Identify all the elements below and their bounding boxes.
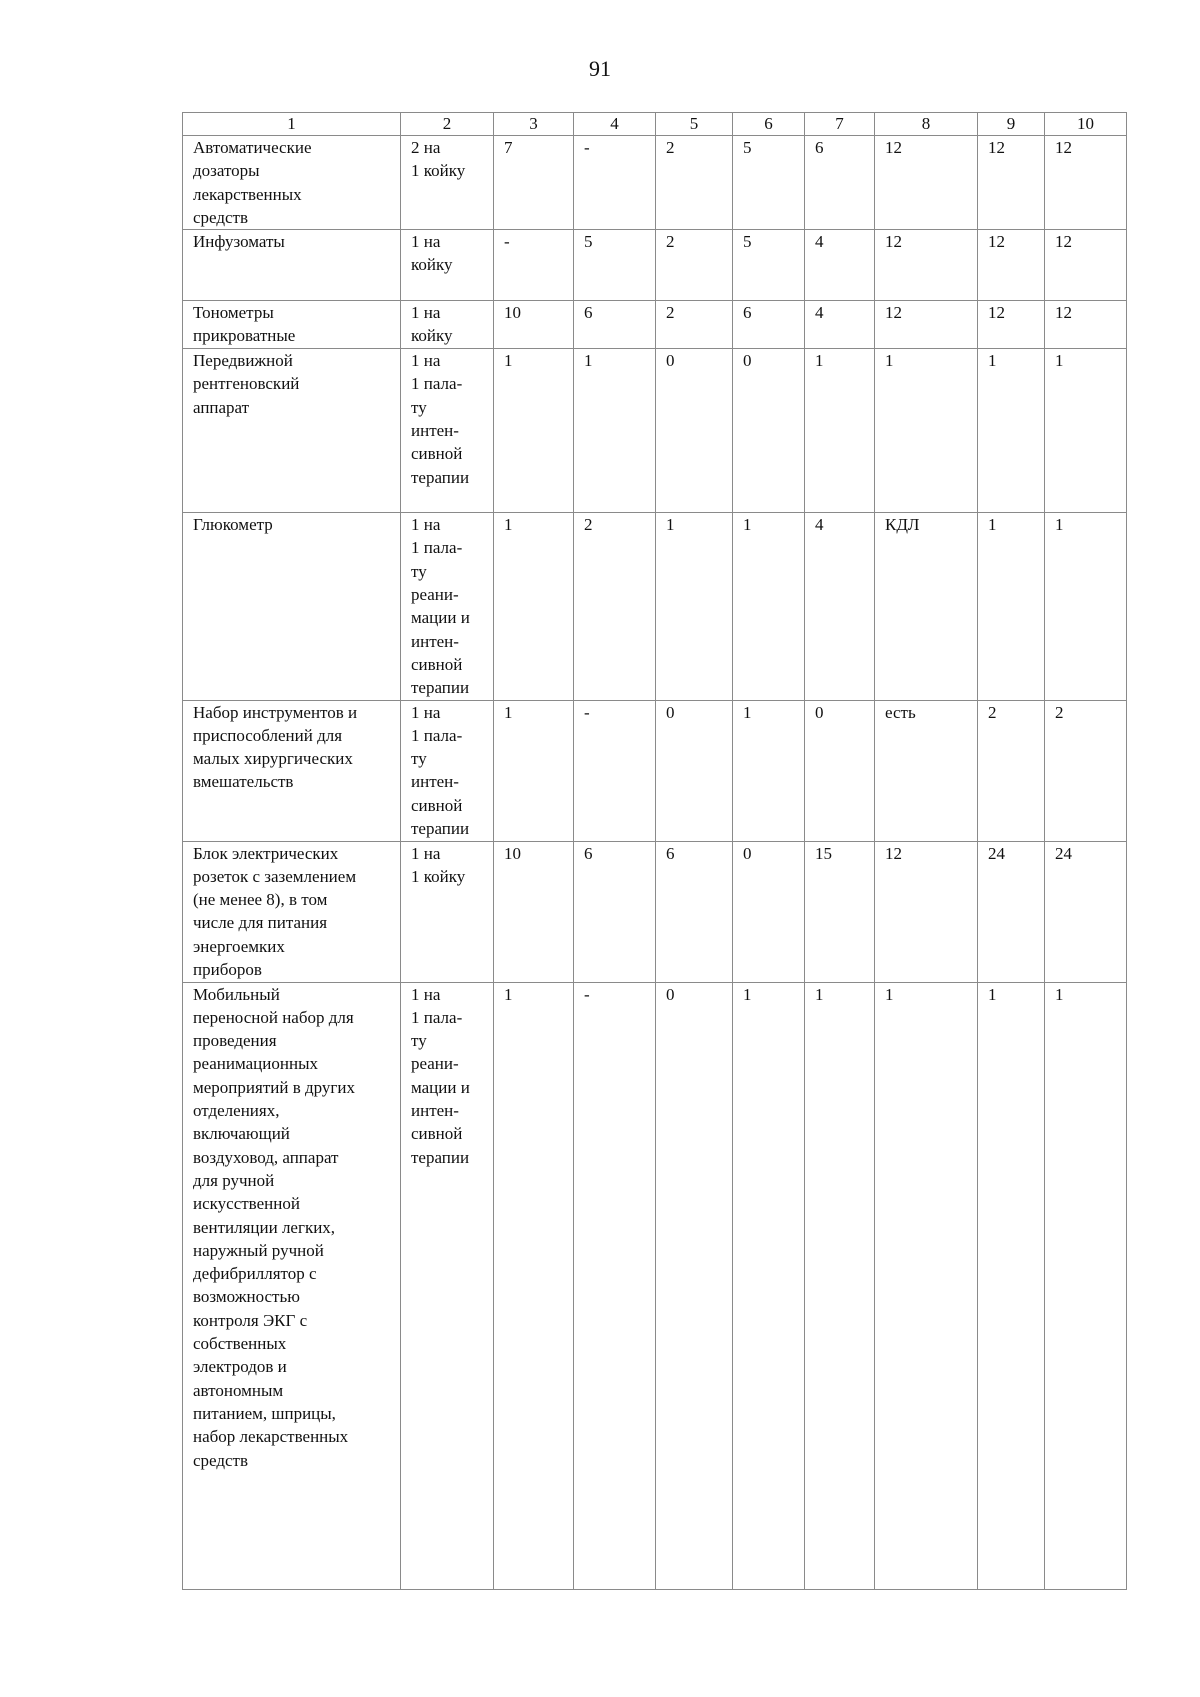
equipment-name-line: собственных <box>193 1334 287 1354</box>
value-cell: 0 <box>733 841 805 982</box>
equipment-name-line: проведения <box>193 1031 277 1051</box>
header-cell: 3 <box>494 113 574 136</box>
norm-line: 1 пала- <box>411 374 463 394</box>
norm-line: сивной <box>411 1124 463 1144</box>
value-cell: 1 <box>875 349 978 513</box>
header-cell: 5 <box>656 113 733 136</box>
norm-line: 1 на <box>411 232 441 252</box>
header-cell: 8 <box>875 113 978 136</box>
equipment-name-cell <box>183 230 401 301</box>
norm-line: терапии <box>411 1147 470 1167</box>
value-cell: - <box>574 700 656 841</box>
equipment-name-line: Блок электрических <box>193 843 339 863</box>
value-cell: 6 <box>805 136 875 230</box>
equipment-name-line: рентгеновский <box>193 374 300 394</box>
equipment-name-line: Тонометры <box>193 303 274 323</box>
equipment-name-cell <box>183 841 401 982</box>
norm-cell <box>401 301 494 349</box>
norm-line: интен- <box>411 421 459 441</box>
value-cell: 6 <box>656 841 733 982</box>
value-cell: 1 <box>978 982 1045 1589</box>
norm-line: интен- <box>411 1101 459 1121</box>
value-cell: 1 <box>875 982 978 1589</box>
value-cell: 1 <box>656 513 733 700</box>
norm-line: ту <box>411 561 427 581</box>
norm-line: терапии <box>411 819 470 839</box>
norm-cell <box>401 700 494 841</box>
equipment-name-line: электродов и <box>193 1357 287 1377</box>
norm-line: койку <box>411 326 453 346</box>
norm-line: сивной <box>411 654 463 674</box>
value-cell: 2 <box>574 513 656 700</box>
norm-line: 1 на <box>411 515 441 535</box>
value-cell: 0 <box>656 349 733 513</box>
header-cell: 10 <box>1045 113 1127 136</box>
equipment-name-cell <box>183 513 401 700</box>
equipment-name-line: средств <box>193 1450 249 1470</box>
equipment-name-line: (не менее 8), в том <box>193 890 328 910</box>
equipment-name-line: включающий <box>193 1124 290 1144</box>
value-cell: - <box>494 230 574 301</box>
equipment-name-cell <box>183 982 401 1589</box>
value-cell: КДЛ <box>875 513 978 700</box>
equipment-name-line: Мобильный <box>193 984 280 1004</box>
norm-line: 2 на <box>411 138 441 157</box>
value-cell: 12 <box>978 301 1045 349</box>
value-cell: 4 <box>805 301 875 349</box>
norm-line: сивной <box>411 795 463 815</box>
value-cell: 1 <box>494 349 574 513</box>
value-cell: 0 <box>733 349 805 513</box>
equipment-name-line: лекарственных <box>193 184 302 204</box>
equipment-name-line: средств <box>193 207 249 227</box>
table-row <box>183 230 1127 301</box>
value-cell: 24 <box>978 841 1045 982</box>
value-cell: 7 <box>494 136 574 230</box>
value-cell: 12 <box>978 230 1045 301</box>
value-cell: есть <box>875 700 978 841</box>
value-cell: 12 <box>875 230 978 301</box>
equipment-name-line: для ручной <box>193 1170 275 1190</box>
value-cell: 5 <box>574 230 656 301</box>
norm-line: 1 пала- <box>411 1007 463 1027</box>
value-cell: 12 <box>978 136 1045 230</box>
norm-cell <box>401 136 494 230</box>
value-cell: 1 <box>574 349 656 513</box>
equipment-name-line: числе для питания <box>193 913 328 933</box>
value-cell: 1 <box>494 513 574 700</box>
equipment-name-line: Инфузоматы <box>193 232 285 252</box>
value-cell: 10 <box>494 301 574 349</box>
norm-line: 1 на <box>411 702 441 722</box>
equipment-name-line: Передвижной <box>193 351 293 371</box>
norm-line: 1 пала- <box>411 725 463 745</box>
norm-line: 1 койку <box>411 161 466 181</box>
value-cell: 1 <box>805 349 875 513</box>
value-cell: 12 <box>1045 301 1127 349</box>
value-cell: 2 <box>656 230 733 301</box>
value-cell: - <box>574 136 656 230</box>
equipment-name-line: аппарат <box>193 397 250 417</box>
norm-line: ту <box>411 397 427 417</box>
equipment-name-line: переносной набор для <box>193 1007 354 1027</box>
equipment-name-line: Автоматические <box>193 138 312 157</box>
equipment-name-line: Глюкометр <box>193 515 273 535</box>
value-cell: 12 <box>1045 136 1127 230</box>
norm-line: 1 на <box>411 351 441 371</box>
equipment-name-line: реанимационных <box>193 1054 318 1074</box>
value-cell: 12 <box>1045 230 1127 301</box>
norm-line: реани- <box>411 585 459 605</box>
equipment-name-line: вентиляции легких, <box>193 1217 336 1237</box>
norm-cell <box>401 513 494 700</box>
norm-line: 1 пала- <box>411 538 463 558</box>
value-cell: 12 <box>875 841 978 982</box>
header-cell: 7 <box>805 113 875 136</box>
norm-line: койку <box>411 255 453 275</box>
table-row <box>183 982 1127 1589</box>
table-row <box>183 700 1127 841</box>
equipment-name-cell <box>183 349 401 513</box>
norm-line: сивной <box>411 444 463 464</box>
table-row <box>183 301 1127 349</box>
equipment-name-line: наружный ручной <box>193 1240 324 1260</box>
norm-cell <box>401 841 494 982</box>
table-row <box>183 513 1127 700</box>
equipment-name-line: приспособлений для <box>193 725 343 745</box>
equipment-name-line: отделениях, <box>193 1101 280 1121</box>
value-cell: - <box>574 982 656 1589</box>
equipment-name-line: мероприятий в других <box>193 1077 355 1097</box>
table-row <box>183 841 1127 982</box>
value-cell: 6 <box>574 841 656 982</box>
equipment-name-cell <box>183 136 401 230</box>
value-cell: 6 <box>574 301 656 349</box>
equipment-name-line: Набор инструментов и <box>193 702 358 722</box>
value-cell: 15 <box>805 841 875 982</box>
equipment-name-line: дефибриллятор с <box>193 1264 317 1284</box>
equipment-name-line: автономным <box>193 1380 284 1400</box>
norm-line: реани- <box>411 1054 459 1074</box>
value-cell: 24 <box>1045 841 1127 982</box>
norm-line: ту <box>411 1031 427 1051</box>
equipment-name-line: розеток с заземлением <box>193 866 357 886</box>
norm-line: 1 на <box>411 984 441 1004</box>
norm-line: интен- <box>411 631 459 651</box>
table-row <box>183 136 1127 230</box>
equipment-name-line: энергоемких <box>193 936 285 956</box>
header-cell: 9 <box>978 113 1045 136</box>
equipment-name-cell <box>183 700 401 841</box>
norm-cell <box>401 982 494 1589</box>
norm-line: 1 койку <box>411 866 466 886</box>
value-cell: 1 <box>978 349 1045 513</box>
norm-line: мации и <box>411 608 470 628</box>
value-cell: 12 <box>875 136 978 230</box>
norm-line: терапии <box>411 678 470 698</box>
value-cell: 10 <box>494 841 574 982</box>
equipment-name-line: малых хирургических <box>193 749 353 769</box>
value-cell: 0 <box>805 700 875 841</box>
value-cell: 4 <box>805 230 875 301</box>
value-cell: 5 <box>733 136 805 230</box>
value-cell: 1 <box>733 513 805 700</box>
page-number: 91 <box>589 56 611 81</box>
equipment-name-line: приборов <box>193 960 262 980</box>
value-cell: 6 <box>733 301 805 349</box>
header-cell: 6 <box>733 113 805 136</box>
equipment-name-cell <box>183 301 401 349</box>
value-cell: 4 <box>805 513 875 700</box>
value-cell: 0 <box>656 982 733 1589</box>
equipment-name-line: воздуховод, аппарат <box>193 1147 339 1167</box>
norm-cell <box>401 349 494 513</box>
value-cell: 1 <box>805 982 875 1589</box>
value-cell: 2 <box>656 136 733 230</box>
value-cell: 1 <box>494 700 574 841</box>
equipment-name-line: прикроватные <box>193 326 296 346</box>
value-cell: 1 <box>733 700 805 841</box>
value-cell: 1 <box>978 513 1045 700</box>
equipment-name-line: набор лекарственных <box>193 1427 349 1447</box>
norm-line: ту <box>411 749 427 769</box>
value-cell: 2 <box>656 301 733 349</box>
norm-cell <box>401 230 494 301</box>
value-cell: 1 <box>1045 349 1127 513</box>
header-cell: 2 <box>401 113 494 136</box>
value-cell: 12 <box>875 301 978 349</box>
header-cell: 4 <box>574 113 656 136</box>
value-cell: 2 <box>1045 700 1127 841</box>
table-row <box>183 349 1127 513</box>
equipment-name-line: дозаторы <box>193 161 260 181</box>
value-cell: 1 <box>1045 513 1127 700</box>
norm-line: 1 на <box>411 843 441 863</box>
norm-line: интен- <box>411 772 459 792</box>
value-cell: 1 <box>1045 982 1127 1589</box>
norm-line: 1 на <box>411 303 441 323</box>
value-cell: 2 <box>978 700 1045 841</box>
equipment-name-line: питанием, шприцы, <box>193 1403 336 1423</box>
value-cell: 5 <box>733 230 805 301</box>
value-cell: 1 <box>494 982 574 1589</box>
equipment-name-line: возможностью <box>193 1287 300 1307</box>
table-header-row <box>183 113 1127 136</box>
value-cell: 0 <box>656 700 733 841</box>
norm-line: терапии <box>411 467 470 487</box>
equipment-table <box>182 112 1127 1590</box>
header-cell: 1 <box>183 113 401 136</box>
equipment-name-line: искусственной <box>193 1194 300 1214</box>
equipment-name-line: контроля ЭКГ с <box>193 1310 308 1330</box>
equipment-name-line: вмешательств <box>193 772 294 792</box>
norm-line: мации и <box>411 1077 470 1097</box>
value-cell: 1 <box>733 982 805 1589</box>
